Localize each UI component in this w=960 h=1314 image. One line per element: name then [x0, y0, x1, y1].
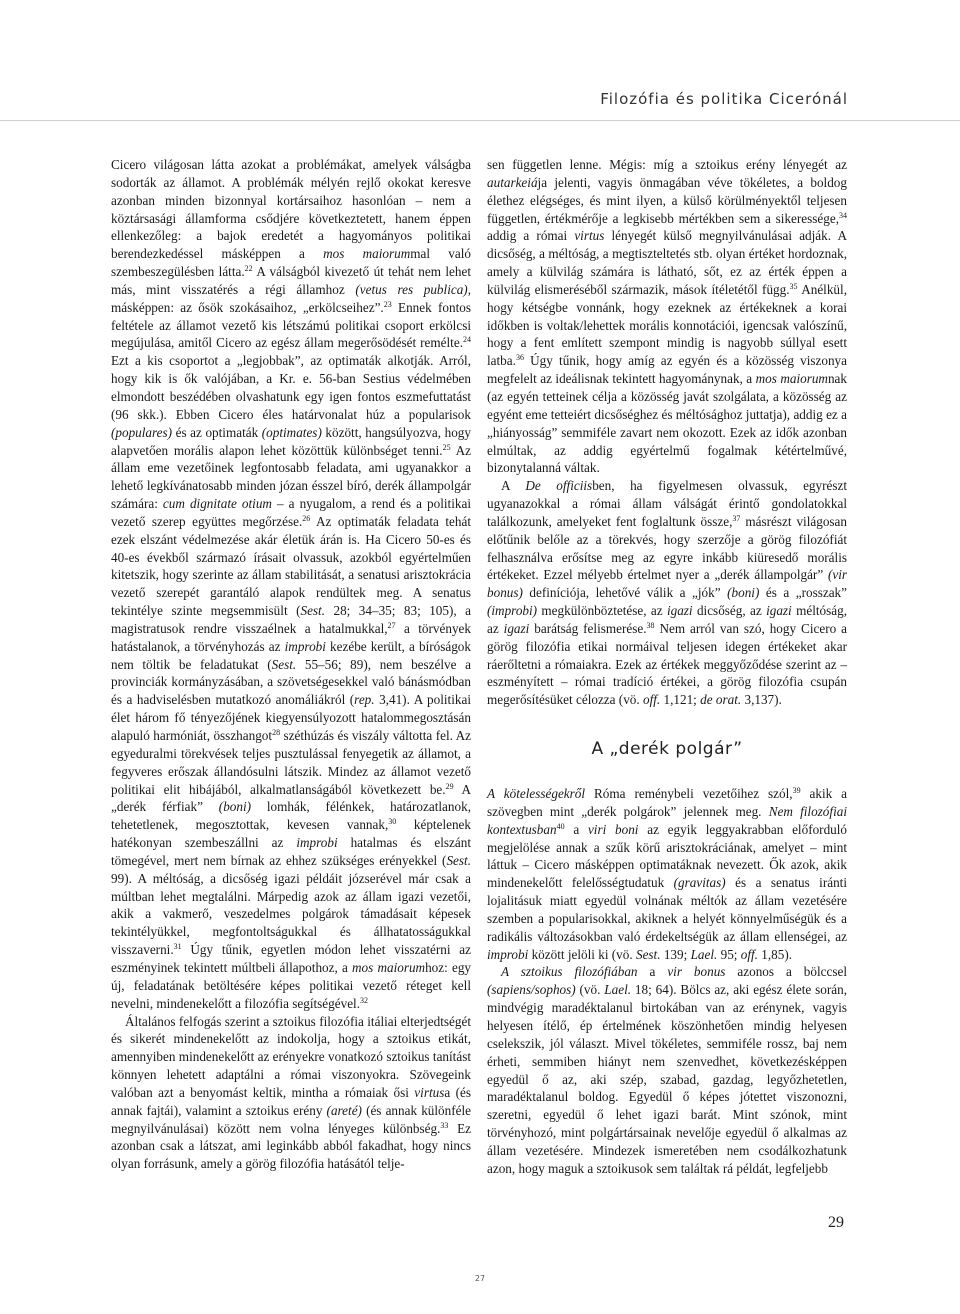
- italic-term: Sest.: [446, 852, 471, 868]
- italic-term: (improbi): [487, 603, 538, 619]
- footnote-ref: 37: [732, 513, 741, 523]
- italic-term: (areté): [326, 1102, 362, 1118]
- italic-term: cum dignitate otium: [162, 496, 272, 512]
- footnote-ref: 27: [387, 620, 396, 630]
- italic-term: improbi: [487, 946, 529, 962]
- italic-term: virtus: [574, 228, 605, 244]
- footnote-ref: 35: [789, 281, 798, 291]
- italic-term: A sztoikus filozófiában: [501, 964, 638, 980]
- italic-term: Lael.: [690, 946, 718, 962]
- italic-term: (gravitas): [673, 875, 726, 891]
- italic-term: igazi: [766, 603, 792, 619]
- right-column-text-before: [487, 156, 847, 709]
- footnote-ref: 24: [463, 335, 471, 345]
- paragraph: A De officiisben, ha figyelmesen olvassuk, egyrészt ugyanazokkal a római állam válságát érintő gondolatokkal találkozunk, amelyeket fent foglaltunk össze,$^{37}$ másrészt világosan előtűnik belőle az a törekvés, hogy szerzője a görög filozófiát felhasználva erősítse meg az egyre inkább kiüresedő morális értékeket. Ezzel mélyebb értelmet nyer a „derék állampolgár” (vir bonus) definíciója, lehetővé válik a „jók” (boni) és a „rosszak” (improbi) megkülönböztetése, az igazi dicsőség, az igazi méltóság, az igazi barátság felismerése.$^{38}$ Nem arról van szó, hogy Cicero a görög filozófia etikai normáival teljesen idegen értékeket akar ráerőltetni a rómaiakra. Ezek az értékek meggyőződése szerint az – eszményített – római tradíció értékei, a görög filozófia csupán megerősítésüket célozza (vö. off. 1,121; de orat. 3,137).: [487, 478, 848, 708]
- footnote-ref: 22: [244, 264, 253, 274]
- italic-term: Sest.: [635, 946, 661, 962]
- italic-term: improbi: [284, 638, 326, 654]
- italic-term: igazi: [503, 620, 530, 636]
- footnote-ref: 32: [360, 995, 369, 1005]
- footnote-ref: 39: [792, 786, 801, 795]
- page-number: 29: [828, 1214, 844, 1231]
- italic-term: autarkeiá: [487, 174, 538, 190]
- footnote-ref: 33: [440, 1120, 449, 1130]
- footnote-ref: 25: [442, 442, 451, 452]
- italic-term: off.: [642, 692, 661, 708]
- print-number: 27: [474, 1274, 486, 1283]
- italic-term: (optimates): [261, 424, 322, 440]
- section-title: A „derék polgár”: [591, 739, 743, 760]
- right-column: [487, 156, 847, 1178]
- paragraph: Cicero világosan látta azokat a problémákat, amelyek válságba sodorták az államot. A problémák mélyén rejlő okokat keresve azonban minden bizonnyal kortársaihoz hasonlóan – nem a köztársasági államforma csődjére következtetett, hanem éppen ellenkezőleg: a bajok eredetét a hagyományos politikai berendezkedéssel másképpen a mos maiorummal való szembeszegülésben látta.$^{22}$ A válságból kivezető út tehát nem lehet más, mint visszatérés a régi államhoz (vetus res publica), másképpen: az ősök szokásaihoz, „erkölcseihez”.$^{23}$ Ennek fontos feltétele az államot vezető kis létszámú politikai csoport erkölcsi megújulása, amitől Cicero az egész állam megerősödését remélte.$^{24}$ Ezt a kis csoportot a „legjobbak”, az optimaták alkotják. Arról, hogy kik is ők valójában, a Kr. e. 56-ban Sestius védelmében elmondott beszédében olvashatunk egy igen fontos eszmefuttatást (96 skk.). Ebben Cicero éles határvonalat húz a popularisok (populares) és az optimaták (optimates) között, hangsúlyozva, hogy alapvetően morális alapon lehet közöttük különbséget tenni.$^{25}$ Az állam eme vezetőinek legfontosabb feladata, ami ugyanakkor a lehető legkívánatosabb minden józan ésszel bíró, derék állampolgár számára: cum dignitate otium – a nyugalom, a rend és a politikai vezető szerep együttes megőrzése.$^{26}$ Az optimaták feladata tehát ezek elszánt védelmezése akár életük árán is. Ha Cicero 50-es és 40-es évekből származó írásait olvassuk, azokból egyértelműen kitetszik, hogy szerinte az állam stabilitását, a senatusi arisztokrácia vezető szerepét garantáló alapok rendültek meg. A senatus tekintélye szinte megsemmisült (Sest. 28; 34–35; 83; 105), a magistratusok rendre visszaélnek a hatalmukkal,$^{27}$ a törvények hatástalanok, a törvényhozás az improbi kezébe került, a bíróságok nem töltik be feladatukat (Sest. 55–56; 89), nem beszélve a provinciák kormányzásában, a szövetségesekkel való bánásmódban és a hadviselésben mutatkozó anomáliákról (rep. 3,41). A politikai élet három fő tényezőjének kiegyensúlyozott hatalommegosztásán alapuló harmóniát, összhangot$^{28}$ széthúzás és viszály váltotta fel. Az egyeduralmi törekvések teljes pusztulással fenyegetik az államot, a fegyveres erőszak állandósulni látszik. Mindez az államot vezető politikai elit hibájából, alkalmatlanságából következett be.$^{29}$ A „derék férfiak” (boni) lomhák, félénkek, határozatlanok, tehetetlenek, megosztottak, kevesen vannak,$^{30}$ képtelenek hatékonyan szembeszállni az improbi hatalmas és elszánt tömegével, mert nem bírnak az ehhez szükséges erényekkel (Sest. 99). A méltóság, a dicsőség igazi példáit józserével már csak a múltban lehet megtalálni. Márpedig azok az állam igazi vezetői, akik a vakmerő, veszedelmes polgárok támadásait képesek tekintélyükkel, megfontoltságukkal és állhatatosságukkal visszaverni.$^{31}$ Úgy tűnik, egyetlen módon lehet visszatérni az eszményinek tekintett múltbeli állapothoz, a mos maiorumhoz: egy új, feladatának betöltésére képes politikai vezető réteget kell nevelni, mindenekelőtt a filozófia segítségével.$^{32}$: [111, 157, 472, 1011]
- italic-term: Lael.: [604, 982, 632, 998]
- footnote-ref: 36: [515, 353, 524, 363]
- italic-term: (boni): [218, 799, 252, 815]
- italic-term: (populares): [111, 424, 173, 440]
- italic-term: De officiis: [525, 478, 593, 494]
- italic-term: A kötelességekről: [487, 786, 586, 801]
- left-column: [111, 156, 471, 1173]
- footnote-ref: 29: [445, 781, 454, 791]
- header-rule: [0, 120, 960, 121]
- italic-term: rep.: [354, 692, 375, 708]
- footnote-ref: 23: [383, 299, 392, 309]
- italic-term: igazi: [666, 603, 693, 619]
- paragraph: Általános felfogás szerint a sztoikus filozófia itáliai elterjedtségét és sikerét mindenekelőtt az indokolja, hogy a sztoikus etikát, amennyiben mindenekelőtt az erényekre vonatkozó sztoikus tanítást könnyen lehetett adaptálni a római viszonyokra. Szövegeink valóban azt a benyomást keltik, mintha a rómaiak ősi virtusa (és annak fajtái), valamint a sztoikus erény (areté) (és annak különféle megnyilvánulásai) között nem volna lényeges különbség.$^{33}$ Ez azonban csak a látszat, ami leginkább abból fakadhat, hogy nincs olyan forrásunk, amely a görög filozófia hatásától telje-: [111, 1013, 471, 1172]
- running-header: Filozófia és politika Cicerónál: [600, 90, 848, 108]
- italic-term: (sapiens/sophos): [487, 982, 576, 998]
- italic-term: (boni): [727, 585, 760, 601]
- paragraph: A kötelességekről Róma reménybeli vezetőihez szól,$^{39}$ akik a szövegben mint „derék polgárok” jelennek meg. Nem filozófiai kontextusban$^{40}$ a viri boni az egyik leggyakrabban előforduló megjelölése annak a szűk körű arisztokráciának, amelyet – mint láttuk – Cicero másképpen optimatáknak nevezett. Ők azok, akik mindenekelőtt felelősségtudatuk (gravitas) és a senatus iránti lojalitásuk miatt egyedül volnának méltók az állam vezetésére szemben a popularisokkal, akiknek a helyét könnyelműségük és a radikális változásokban való érdekeltségük az állam ellenségei, az improbi között jelöli ki (vö. Sest. 139; Lael. 95; off. 1,85).: [487, 786, 848, 962]
- italic-term: virtus: [414, 1084, 445, 1100]
- italic-term: viri boni: [587, 821, 639, 837]
- italic-term: (vetus res publica),: [355, 281, 471, 297]
- footnote-ref: 30: [388, 817, 397, 827]
- italic-term: mos maiorum: [323, 246, 411, 262]
- italic-term: improbi: [296, 835, 338, 851]
- footnote-ref: 40: [556, 821, 565, 831]
- footnote-ref: 28: [272, 728, 281, 737]
- italic-term: mos maiorum: [352, 959, 426, 975]
- footnote-ref: 34: [839, 210, 847, 220]
- italic-term: Sest.: [300, 603, 326, 619]
- italic-term: off.: [740, 946, 758, 962]
- italic-term: Nem filozófiai kontextusban: [487, 803, 847, 837]
- paragraph: A sztoikus filozófiában a vir bonus azonos a bölccsel (sapiens/sophos) (vö. Lael. 18; 64). Bölcs az, aki egész élete során, mindvégig maradéktalanul birtokában van az erénynek, vagyis helyesen ítélő, ép értelmének köszönhetően mindig helyesen cselekszik, jól választ. Mivel tökéletes, semmiféle rossz, baj nem érheti, semmiben hiányt nem szenvedhet, következésképpen egyedül ő az, aki szép, szabad, gazdag, legyőzhetetlen, maradéktalanul boldog. Egyedül ő képes jótettet viszonozni, szeretni, egyedül ő lehet igazi barát. Mint szónok, mint törvényhozó, mint polgártársainak nevelője egyedül ő alkalmas az állam vezetésére. Mindezek ismeretében nem csodálkozhatunk azon, hogy maguk a sztoikusok sem találtak rá példát, legfeljebb: [487, 964, 848, 1176]
- right-column-text-after: [487, 785, 847, 1178]
- italic-term: Sest.: [271, 656, 297, 672]
- italic-term: vir bonus: [667, 964, 726, 980]
- italic-term: mos maiorum: [755, 371, 828, 387]
- footnote-ref: 38: [646, 620, 655, 630]
- footnote-ref: 26: [302, 513, 311, 523]
- paragraph: sen független lenne. Mégis: míg a sztoikus erény lényegét az autarkeiája jelenti, vagyis önmagában véve tökéletes, a boldog élethez elégséges, és mint ilyen, a külső körülményektől teljesen független, értékmérője a legkisebb mértékben sem a sikeressége,$^{34}$ addig a római virtus lényegét külső megnyilvánulásai adják. A dicsőség, a méltóság, a megtiszteltetés stb. olyan értéket hordoznak, amely a külvilág számára is látható, sőt, ez az érték éppen a külvilág elismeréséből származik, mások ítéletétől függ.$^{35}$ Anélkül, hogy kétségbe vonnánk, hogy ezeknek az értékeknek a korai időkben is voltak/lehettek morális konnotációi, igencsak valószínű, hogy a fent említett szempont mindig is nagyobb súllyal esett latba.$^{36}$ Úgy tűnik, hogy amíg az egyén és a közösség viszonya megfelelt az ideálisnak tekintett hagyománynak, a mos maiorumnak (az egyén tetteinek célja a közösség javát szolgálata, a közösség az egyént eme tetteiért dicsőséghez és méltósághoz juttatja), addig ez a „hiányosság” semmiféle zavart nem okozott. Ezek az idők azonban elmúltak, az addig egyértelmű fogalmak kétértelművé, bizonytalanná váltak.: [487, 157, 847, 476]
- italic-term: de orat.: [700, 692, 742, 708]
- italic-term: (vir bonus): [487, 567, 847, 601]
- footnote-ref: 31: [173, 942, 182, 952]
